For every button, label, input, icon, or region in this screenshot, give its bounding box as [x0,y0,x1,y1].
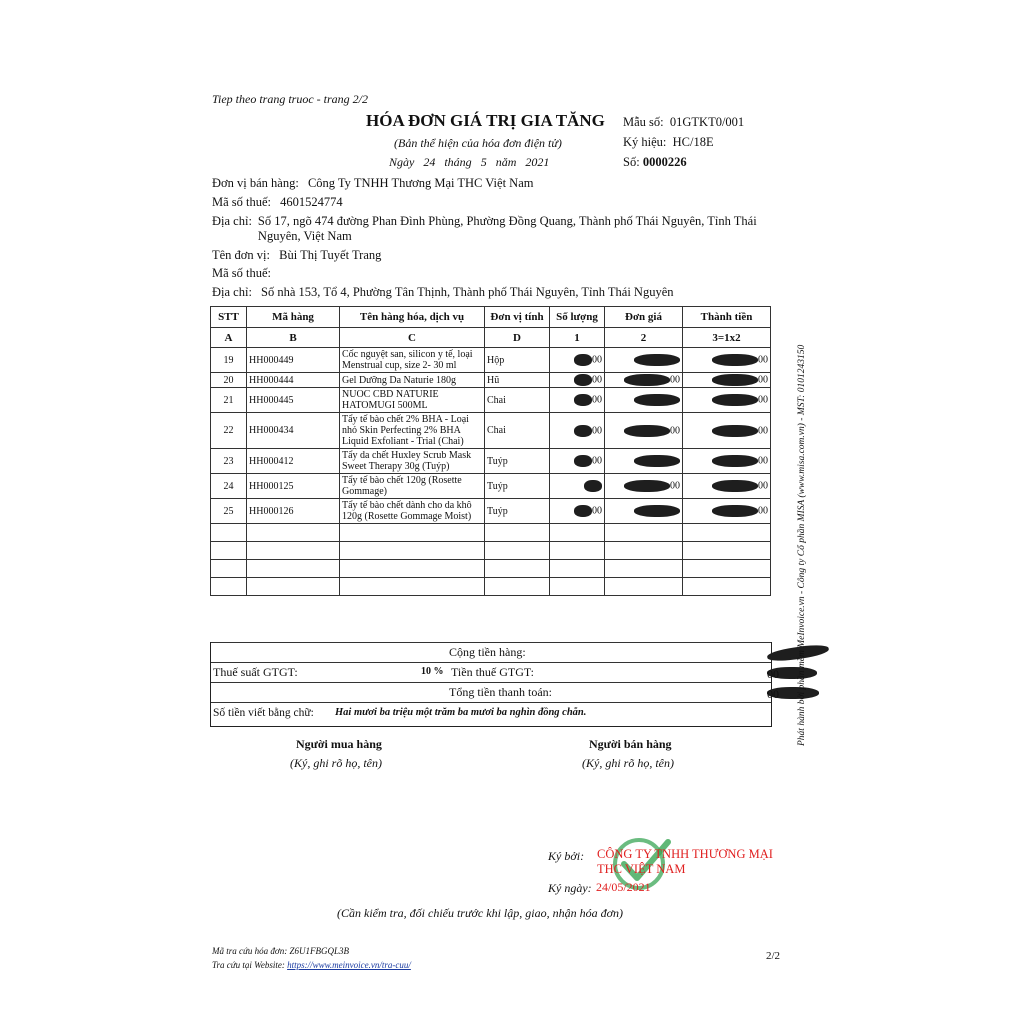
invoice-title: HÓA ĐƠN GIÁ TRỊ GIA TĂNG [366,111,605,130]
header-name: Tên hàng hóa, dịch vụ [340,307,485,328]
row-amount [683,413,771,449]
amount-redacted-mark [712,505,758,517]
seller-signature-note: (Ký, ghi rõ họ, tên) [582,756,674,770]
price-tail: 00 [670,374,680,386]
seller-name-label: Đơn vị bán hàng: [212,176,299,190]
subtotal-row [211,642,771,662]
empty-row [211,542,771,560]
buyer-unit: Bùi Thị Tuyết Trang [279,248,382,262]
row-unit: Tuýp [485,474,550,499]
amount-tail: 00 [758,505,768,517]
amount-in-words-row [211,702,771,726]
invoice-number: 0000226 [642,155,687,169]
items-table [210,306,771,596]
buyer-unit-label: Tên đơn vị: [212,248,270,262]
amount-redacted-mark [712,480,758,492]
row-code: HH000412 [247,449,340,474]
header-unit: Đơn vị tính [485,307,550,328]
amount-redacted-mark [712,455,758,467]
row-price [605,413,683,449]
price-redacted-mark [634,455,680,467]
row-amount [683,474,771,499]
amount-tail: 00 [758,480,768,492]
lookup-site-label: Tra cứu tại Website: [212,960,285,970]
vat-amount-label: Tiền thuế GTGT: [451,665,534,679]
amount-tail: 00 [758,374,768,386]
qty-tail: 00 [592,354,602,366]
qty-redacted-mark [574,425,592,437]
price-redacted-mark [624,480,670,492]
row-code: HH000445 [247,388,340,413]
table-row [211,499,771,524]
qty-tail: 00 [592,374,602,386]
header-stt: STT [211,307,247,328]
row-amount [683,449,771,474]
row-name: NUOC CBD NATURIE HATOMUGI 500ML [340,388,485,413]
price-redacted-mark [624,425,670,437]
row-unit: Hũ [485,373,550,388]
letter-b: B [247,328,340,348]
table-row [211,413,771,449]
buyer-address-line [212,285,674,300]
row-name: Tẩy tế bào chết 120g (Rosette Gommage) [340,474,485,499]
price-redacted-mark [634,354,680,366]
row-unit: Tuýp [485,499,550,524]
lookup-code: Mã tra cứu hóa đơn: Z6U1FBGQL3B [212,946,349,956]
row-qty [550,373,605,388]
row-code: HH000434 [247,413,340,449]
row-qty [550,413,605,449]
row-code: HH000444 [247,373,340,388]
table-row [211,449,771,474]
words-label: Số tiền viết bằng chữ: [213,707,314,719]
row-amount [683,499,771,524]
row-price [605,348,683,373]
vat-rate-label: Thuế suất GTGT: [213,665,298,679]
qty-redacted-mark [574,505,592,517]
amount-tail: 00 [758,455,768,467]
buyer-signature-note: (Ký, ghi rõ họ, tên) [290,756,382,770]
page-number: 2/2 [766,950,781,962]
vat-amount-tail: 00 [767,667,779,681]
row-name: Cốc nguyệt san, silicon y tế, loại Menstrual cup, size 2- 30 ml [340,348,485,373]
row-code: HH000125 [247,474,340,499]
table-row [211,474,771,499]
qty-tail: 00 [592,394,602,406]
amount-redacted-mark [712,374,758,386]
row-stt: 20 [211,373,247,388]
table-row [211,388,771,413]
date-day: 24 [423,155,436,169]
row-qty [550,348,605,373]
price-tail: 00 [670,424,680,436]
continued-note: Tiep theo trang truoc - trang 2/2 [212,92,368,106]
vat-rate: 10 % [421,666,444,677]
row-price [605,373,683,388]
date-month: 5 [480,155,487,169]
letter-2: 2 [605,328,683,348]
row-stt: 19 [211,348,247,373]
amount-redacted-mark [712,394,758,406]
seller-tax-line [212,195,343,210]
qty-redacted-mark [574,455,592,467]
seller-address-line [212,214,768,244]
seller-address: Số 17, ngõ 474 đường Phan Đình Phùng, Phường Đồng Quang, Thành phố Thái Nguyên, Tỉnh Thái Nguyên, Việt Nam [257,214,757,243]
seller-name-line [212,176,533,191]
header-price: Đơn giá [605,307,683,328]
signed-by-label: Ký bởi: [548,849,585,863]
date-year: 2021 [525,155,550,169]
table-row [211,373,771,388]
qty-redacted-mark [574,354,592,366]
row-price [605,449,683,474]
row-stt: 22 [211,413,247,449]
empty-row [211,524,771,542]
qty-redacted-mark [574,394,592,406]
row-stt: 25 [211,499,247,524]
buyer-tax-label: Mã số thuế: [212,266,272,280]
totals-block [210,642,779,727]
price-redacted-mark [634,394,680,406]
row-price [605,388,683,413]
grand-total-label: Tổng tiền thanh toán: [449,685,552,699]
symbol-value: HC/18E [672,135,714,149]
empty-row [211,560,771,578]
date-year-label: năm [495,155,517,169]
date-month-label: tháng [444,155,472,169]
row-name: Tẩy tế bào chết 2% BHA - Loại nhỏ Skin Perfecting 2% BHA Liquid Exfoliant - Trial (Chai) [340,413,485,449]
row-code: HH000449 [247,348,340,373]
invoice-subtitle: (Bản thể hiện của hóa đơn điện tử) [394,136,562,150]
letter-a: A [211,328,247,348]
row-price [605,499,683,524]
amount-tail: 00 [758,424,768,436]
buyer-address: Số nhà 153, Tổ 4, Phường Tân Thịnh, Thành phố Thái Nguyên, Tỉnh Thái Nguyên [261,285,674,299]
invoice-meta [623,112,744,172]
lookup-site-link[interactable]: https://www.meinvoice.vn/tra-cuu/ [287,960,411,970]
buyer-signature-title: Người mua hàng [296,737,382,751]
price-redacted-mark [624,374,670,386]
price-tail: 00 [670,480,680,492]
seller-signature-title: Người bán hàng [589,737,672,751]
row-stt: 21 [211,388,247,413]
qty-tail: 00 [592,455,602,467]
header-amount: Thành tiền [683,307,771,328]
amount-tail: 00 [758,394,768,406]
row-price [605,474,683,499]
letter-c: C [340,328,485,348]
row-name: Tẩy da chết Huxley Scrub Mask Sweet Therapy 30g (Tuýp) [340,449,485,474]
table-row [211,348,771,373]
number-label: Số: [623,155,640,169]
price-redacted-mark [634,505,680,517]
grand-total-row [211,682,779,702]
buyer-address-label: Địa chỉ: [212,285,252,299]
header-code: Mã hàng [247,307,340,328]
form-value: 01GTKT0/001 [669,115,745,129]
amount-redacted-mark [712,425,758,437]
vat-row [211,662,779,682]
row-name: Gel Dưỡng Da Naturie 180g [340,373,485,388]
row-stt: 23 [211,449,247,474]
row-qty [550,388,605,413]
seller-tax: 4601524774 [280,195,343,209]
empty-row [211,578,771,596]
header-qty: Số lượng [550,307,605,328]
publisher-vertical-note: Phát hành bởi phần mềm MeInvoice.vn - Công ty Cổ phần MISA (www.misa.com.vn) - MST: 0101243150 [797,344,807,746]
row-qty [550,449,605,474]
lookup-site [212,960,411,970]
qty-tail: 00 [592,505,602,517]
row-amount [683,348,771,373]
row-unit: Tuýp [485,449,550,474]
qty-redacted-mark [574,374,592,386]
row-code: HH000126 [247,499,340,524]
row-qty [550,499,605,524]
row-qty [550,474,605,499]
seller-name: Công Ty TNHH Thương Mại THC Việt Nam [307,176,534,190]
seller-tax-label: Mã số thuế: [212,195,272,209]
amount-redacted-mark [712,354,758,366]
qty-tail: 00 [592,424,602,436]
letter-d: D [485,328,550,348]
buyer-tax-line [212,266,277,281]
amount-tail: 00 [758,354,768,366]
invoice-date [389,155,549,170]
row-name: Tẩy tế bào chết dành cho da khô 120g (Rosette Gommage Moist) [340,499,485,524]
date-day-label: Ngày [389,155,415,169]
form-label: Mẫu số: [623,115,664,129]
signed-by-value: CÔNG TY TNHH THƯƠNG MẠI THC VIỆT NAM [597,847,773,876]
subtotal-label: Cộng tiền hàng: [449,645,526,659]
symbol-label: Ký hiệu: [623,135,667,149]
row-amount [683,388,771,413]
grand-total-tail: 00 [767,687,779,701]
amount-in-words: Hai mươi ba triệu một trăm ba mươi ba nghìn đồng chẵn. [335,707,587,718]
check-note: (Cần kiểm tra, đối chiếu trước khi lập, giao, nhận hóa đơn) [337,906,623,920]
letter-1: 1 [550,328,605,348]
row-unit: Hộp [485,348,550,373]
seller-address-label: Địa chỉ: [212,214,252,228]
letter-3: 3=1x2 [683,328,771,348]
row-stt: 24 [211,474,247,499]
row-unit: Chai [485,388,550,413]
row-unit: Chai [485,413,550,449]
row-amount [683,373,771,388]
buyer-unit-line [212,248,381,263]
signed-date-value: 24/05/2021 [596,880,651,894]
signed-date-label: Ký ngày: [548,881,592,895]
qty-redacted-mark [584,480,602,492]
